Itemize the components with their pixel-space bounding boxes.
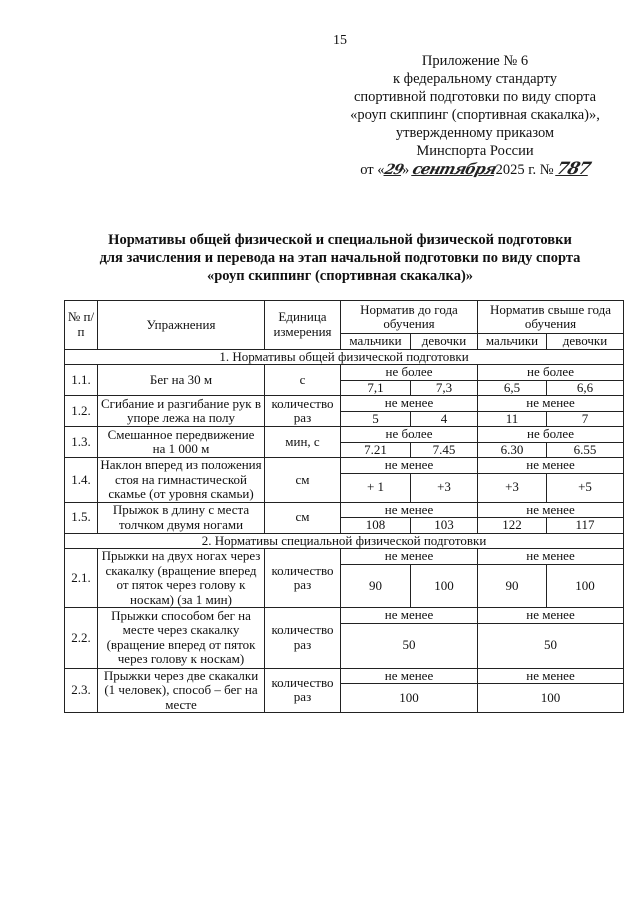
value-boys: 7.21 (341, 442, 411, 458)
appendix-line: спортивной подготовки по виду спорта (353, 89, 597, 105)
appendix-line: к федеральному стандарту (393, 71, 557, 87)
value-boys: 108 (341, 518, 411, 534)
title-line: Нормативы общей физической и специальной физической подготовки (108, 232, 572, 248)
value-girls: 4 (411, 411, 478, 427)
unit: количество раз (265, 396, 341, 427)
section-title: 2. Нормативы специальной физической подготовки (65, 533, 624, 549)
order-date-line (330, 160, 620, 179)
row-num: 2.1. (65, 549, 98, 608)
value-girls: 100 (547, 564, 624, 607)
row-num: 2.2. (65, 608, 98, 669)
value-girls: 117 (547, 518, 624, 534)
unit: мин, с (265, 427, 341, 458)
title-line: «роуп скиппинг (спортивная скакалка)» (206, 268, 474, 284)
norms-table (64, 300, 624, 713)
exercise-name: Прыжки на двух ногах через скакалку (вращение вперед от пяток через голову к носкам) (за 1 мин) (98, 549, 265, 608)
exercise-name: Сгибание и разгибание рук в упоре лежа на полу (98, 396, 265, 427)
qualifier: не менее (478, 458, 624, 474)
header-unit: Единица измерения (265, 301, 341, 350)
appendix-line: Приложение № 6 (421, 53, 529, 69)
row-num: 1.1. (65, 365, 98, 396)
handwritten-order-number: 787 (554, 159, 593, 179)
value-boys: 11 (478, 411, 547, 427)
qualifier: не менее (341, 549, 478, 565)
value-boys: 90 (478, 564, 547, 607)
value-girls: +3 (411, 473, 478, 502)
qualifier: не менее (341, 458, 478, 474)
header-norm-over-year: Норматив свыше года обучения (478, 301, 624, 334)
header-girls: девочки (547, 334, 624, 350)
qualifier: не менее (341, 396, 478, 412)
value-merged: 100 (341, 684, 478, 713)
qualifier: не менее (478, 549, 624, 565)
value-boys: 5 (341, 411, 411, 427)
qualifier: не более (478, 365, 624, 381)
unit: см (265, 458, 341, 503)
appendix-line: «роуп скиппинг (спортивная скакалка)», (350, 107, 600, 123)
value-girls: 6,6 (547, 380, 624, 396)
unit: количество раз (265, 608, 341, 669)
header-girls: девочки (411, 334, 478, 350)
qualifier: не менее (478, 502, 624, 518)
row-num: 2.3. (65, 668, 98, 713)
header-norm-under-year: Норматив до года обучения (341, 301, 478, 334)
unit: с (265, 365, 341, 396)
handwritten-day: 29 (382, 162, 405, 178)
date-mid: » (402, 162, 410, 178)
appendix-line: Минспорта России (416, 143, 534, 159)
value-girls: 7.45 (411, 442, 478, 458)
title-line: для зачисления и перевода на этап начальной подготовки по виду спорта (99, 250, 581, 266)
appendix-line: утвержденному приказом (395, 125, 555, 141)
header-exercise: Упражнения (98, 301, 265, 350)
unit: количество раз (265, 668, 341, 713)
qualifier: не более (478, 427, 624, 443)
value-girls: 6.55 (547, 442, 624, 458)
page-number: 15 (333, 33, 347, 48)
header-boys: мальчики (341, 334, 411, 350)
exercise-name: Прыжок в длину с места толчком двумя ногами (98, 502, 265, 533)
row-num: 1.3. (65, 427, 98, 458)
exercise-name: Бег на 30 м (98, 365, 265, 396)
section-title: 1. Нормативы общей физической подготовки (65, 349, 624, 365)
value-boys: 7,1 (341, 380, 411, 396)
row-num: 1.5. (65, 502, 98, 533)
qualifier: не менее (341, 502, 478, 518)
row-num: 1.4. (65, 458, 98, 503)
qualifier: не более (341, 427, 478, 443)
value-girls: 7,3 (411, 380, 478, 396)
value-girls: +5 (547, 473, 624, 502)
header-num: № п/п (65, 301, 98, 350)
qualifier: не менее (341, 608, 478, 624)
value-merged: 100 (478, 684, 624, 713)
date-prefix: от « (360, 162, 385, 178)
value-girls: 103 (411, 518, 478, 534)
row-num: 1.2. (65, 396, 98, 427)
exercise-name: Прыжки через две скакалки (1 человек), способ – бег на месте (98, 668, 265, 713)
value-boys: +3 (478, 473, 547, 502)
value-boys: 122 (478, 518, 547, 534)
unit: количество раз (265, 549, 341, 608)
value-boys: + 1 (341, 473, 411, 502)
qualifier: не менее (341, 668, 478, 684)
appendix-header (330, 52, 620, 179)
qualifier: не менее (478, 608, 624, 624)
handwritten-month: сентября (410, 160, 498, 178)
date-year: 2025 г. № (495, 162, 554, 178)
header-boys: мальчики (478, 334, 547, 350)
exercise-name: Наклон вперед из положения стоя на гимнастической скамье (от уровня скамьи) (98, 458, 265, 503)
qualifier: не более (341, 365, 478, 381)
value-merged: 50 (478, 623, 624, 668)
value-boys: 90 (341, 564, 411, 607)
value-boys: 6,5 (478, 380, 547, 396)
exercise-name: Прыжки способом бег на месте через скакалку (вращение вперед от пяток через голову к носкам) (98, 608, 265, 669)
qualifier: не менее (478, 396, 624, 412)
qualifier: не менее (478, 668, 624, 684)
exercise-name: Смешанное передвижение на 1 000 м (98, 427, 265, 458)
value-boys: 6.30 (478, 442, 547, 458)
value-merged: 50 (341, 623, 478, 668)
document-title (60, 231, 620, 285)
value-girls: 100 (411, 564, 478, 607)
unit: см (265, 502, 341, 533)
value-girls: 7 (547, 411, 624, 427)
